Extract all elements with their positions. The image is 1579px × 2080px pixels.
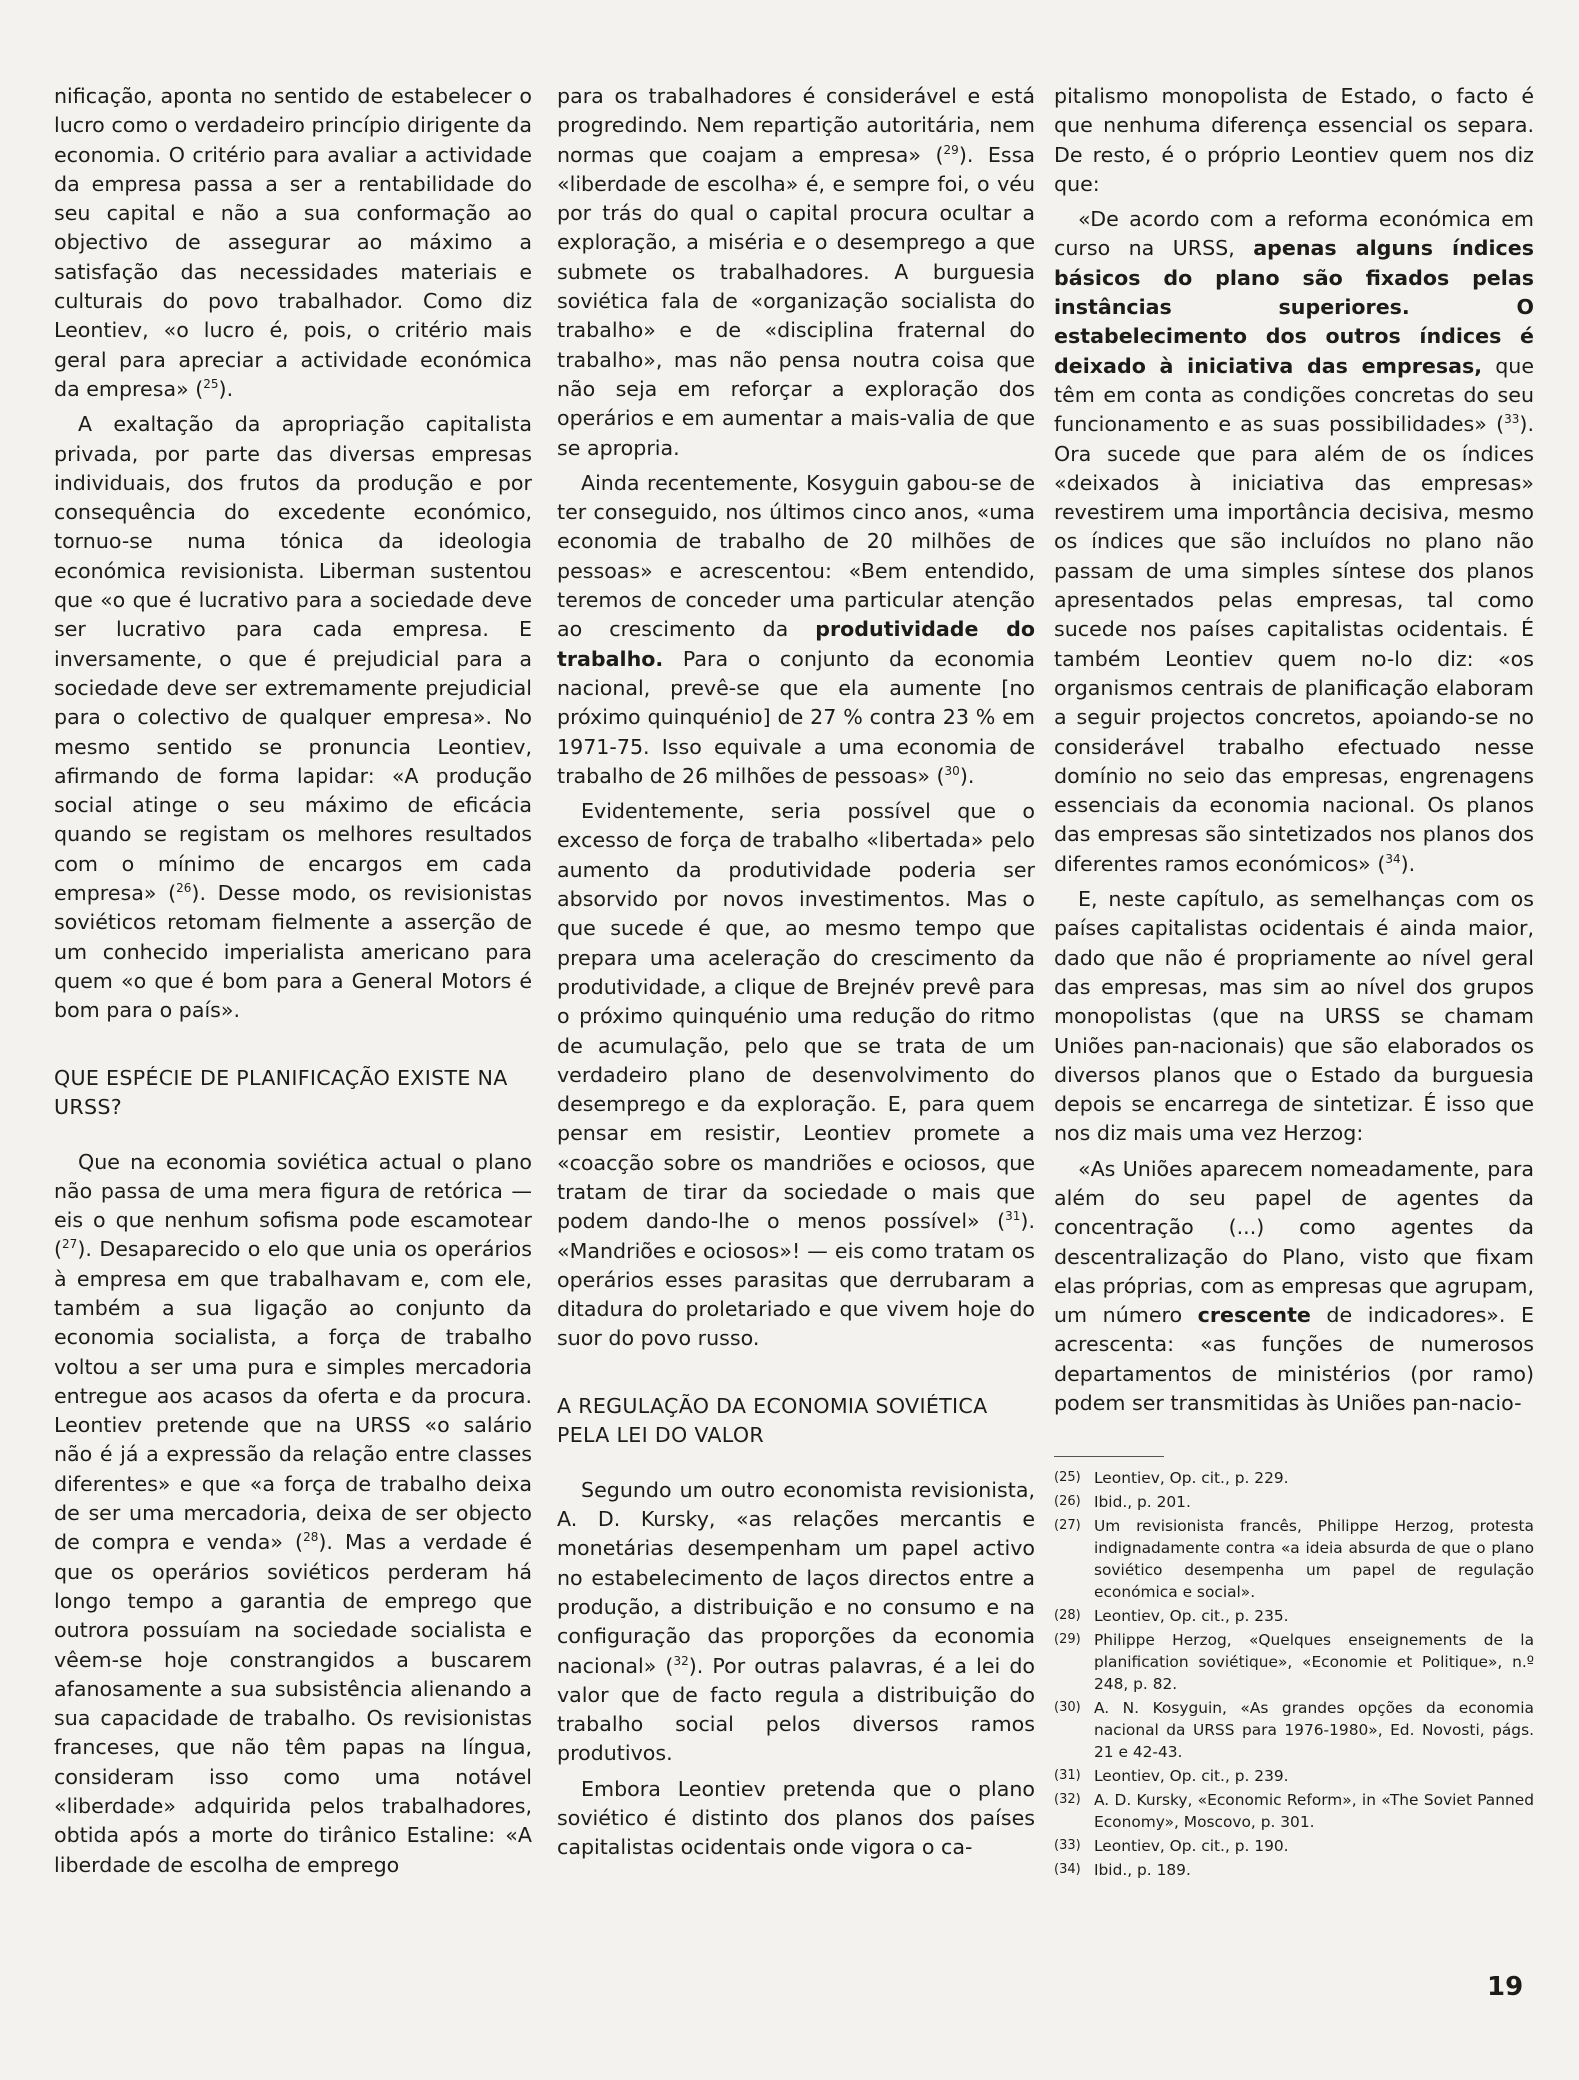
text-run: ). Desaparecido o elo que unia os operários à empresa em que trabalhavam e, com ele, também a sua ligação ao conjunto da economia socialista, a força de trabalho voltou a ser uma pura e simples mercadoria entregue aos acasos da oferta e da procura. Leontiev pretende que na URSS «o salário não é já a expressão da relação entre classes diferentes» e que «a força de trabalho deixa de ser uma mercadoria, deixa de ser objecto de compra e venda» (: [54, 1237, 532, 1555]
page-number: 19: [1487, 1972, 1524, 2002]
footnote-ref: 26: [176, 881, 192, 896]
footnote-ref: 32: [673, 1653, 689, 1668]
footnote: [1054, 1697, 1534, 1763]
paragraph: [54, 410, 532, 1025]
footnote-ref: 29: [943, 142, 959, 157]
text-run: ).: [1400, 851, 1416, 876]
footnote-text: A. D. Kursky, «Economic Reform», in «The Soviet Panned Economy», Moscovo, p. 301.: [1094, 1791, 1534, 1832]
footnote-text: Leontiev, Op. cit., p. 190.: [1094, 1837, 1289, 1856]
footnote-number: (32): [1054, 1792, 1081, 1808]
footnote-text: Philippe Herzog, «Quelques enseignements de la planification soviétique», «Economie et Politique», n.º 248, p. 82.: [1094, 1631, 1534, 1694]
text-run: Para o conjunto da economia nacional, prevê-se que ela aumente [no próximo quinquénio] de 27 % contra 23 % em 1971-75. Isso equivale a uma economia de trabalho de 26 milhões de pessoas» (: [557, 646, 1035, 788]
paragraph: [557, 469, 1035, 791]
text-run: «As Uniões aparecem nomeadamente, para além do seu papel de agentes da concentração (...) como agentes da descentralização do Plano, visto que fixam elas próprias, com as empresas que agrupam, um número: [1054, 1156, 1534, 1328]
footnote: [1054, 1467, 1534, 1489]
column-3: [1054, 82, 1534, 1883]
footnote-ref: 33: [1504, 412, 1520, 427]
footnote-number: (29): [1054, 1632, 1081, 1648]
column-1: [54, 82, 532, 1886]
text-run: Embora Leontiev pretenda que o plano soviético é distinto dos planos dos países capitalistas ocidentais onde vigora o ca-: [557, 1776, 1035, 1860]
text-run: «De acordo com a reforma económica em curso na URSS,: [1054, 207, 1534, 261]
section-heading: QUE ESPÉCIE DE PLANIFICAÇÃO EXISTE NA URSS?: [54, 1065, 508, 1119]
text-run: Segundo um outro economista revisionista, A. D. Kursky, «as relações mercantis e monetárias desempenham um papel activo no estabelecimento de laços directos entre a produção, a distribuição e no consumo e na configuração das proporções da economia nacional» (: [557, 1477, 1035, 1678]
text-run: ). Essa «liberdade de escolha» é, e sempre foi, o véu por trás do qual o capital procura ocultar a exploração, a miséria e o desemprego a que submete os trabalhadores. A burguesia soviética fala de «organização socialista do trabalho» e de «disciplina fraternal do trabalho», mas não pensa noutra coisa que não seja em reforçar a exploração dos operários e em aumentar a mais-valia de que se apropria.: [557, 142, 1035, 460]
footnotes: [1054, 1467, 1534, 1881]
footnote: [1054, 1835, 1534, 1857]
footnote-text: A. N. Kosyguin, «As grandes opções da economia nacional da URSS para 1976-1980», Ed. Novosti, págs. 21 e 42-43.: [1094, 1699, 1534, 1762]
footnote-number: (33): [1054, 1838, 1081, 1854]
footnote-number: (28): [1054, 1608, 1081, 1624]
footnote-text: Leontiev, Op. cit., p. 239.: [1094, 1767, 1289, 1786]
paragraph: [557, 1476, 1035, 1769]
paragraph: [557, 1775, 1035, 1863]
paragraph: [1054, 205, 1534, 879]
footnote-number: (31): [1054, 1768, 1081, 1784]
footnote-number: (25): [1054, 1470, 1081, 1486]
bold-text: apenas alguns índices básicos do plano são fixados pelas instâncias superiores. O estabelecimento dos outros índices é deixado à iniciativa das empresas,: [1054, 236, 1534, 378]
paragraph: [1054, 1155, 1534, 1419]
text-run: de indicadores». E acrescenta: «as funções de numerosos departamentos de ministérios (por ramo) podem ser transmitidas às Uniões pan-nacio-: [1054, 1303, 1534, 1416]
footnote-number: (34): [1054, 1862, 1081, 1878]
text-run: ). «Mandriões e ociosos»! — eis como tratam os operários esses parasitas que derrubaram a ditadura do proletariado e que vivem hoje do suor do povo russo.: [557, 1209, 1035, 1351]
footnote-ref: 31: [1005, 1209, 1021, 1224]
text-run: ).: [218, 376, 234, 401]
footnote-ref: 25: [203, 377, 219, 392]
text-run: E, neste capítulo, as semelhanças com os países capitalistas ocidentais é ainda maior, dado que não é propriamente ao nível geral das empresas, mas sim ao nível dos grupos monopolistas (que na URSS se chamam Uniões pan-nacionais) que são elaborados os diversos planos que o Estado da burguesia depois se encarrega de sintetizar. É isso que nos diz mais uma vez Herzog:: [1054, 887, 1534, 1146]
footnote-text: Ibid., p. 201.: [1094, 1493, 1191, 1512]
text-run: Que na economia soviética actual o plano não passa de uma mera figura de retórica — eis o que nenhum sofisma pode escamotear (: [54, 1149, 532, 1262]
footnote-number: (26): [1054, 1494, 1081, 1510]
section-heading: A REGULAÇÃO DA ECONOMIA SOVIÉTICA PELA LEI DO VALOR: [557, 1393, 988, 1447]
text-run: ). Ora sucede que para além de os índices «deixados à iniciativa das empresas» revestirem uma importância decisiva, mesmo os índices que são incluídos no plano não passam de uma simples síntese dos planos apresentados pelas empresas, tal como sucede nos países capitalistas ocidentais. É também Leontiev quem no-lo diz: «os organismos centrais de planificação elaboram a seguir projectos concretos, apoiando-se no considerável trabalho efectuado nesse domínio no seio das empresas, engrenagens essenciais da economia nacional. Os planos das empresas são sintetizados nos planos dos diferentes ramos económicos» (: [1054, 412, 1534, 876]
footnote: [1054, 1789, 1534, 1833]
paragraph: [557, 82, 1035, 463]
footnote-ref: 34: [1385, 851, 1401, 866]
column-2: [557, 82, 1035, 1869]
footnote: [1054, 1859, 1534, 1881]
paragraph: [54, 82, 532, 404]
text-run: ). Mas a verdade é que os operários soviéticos perderam há longo tempo a garantia de emprego que outrora possuíam na sociedade socialista e vêem-se hoje constrangidos a buscarem afanosamente a sua subsistência alienando a sua capacidade de trabalho. Os revisionistas franceses, que não têm papas na língua, consideram isso como uma notável «liberdade» adquirida pelos trabalhadores, obtida após a morte do tirânico Estaline: «A liberdade de escolha de emprego: [54, 1530, 532, 1877]
paragraph: [54, 1148, 532, 1880]
text-run: ).: [959, 763, 975, 788]
paragraph: [557, 797, 1035, 1354]
text-run: Ainda recentemente, Kosyguin gabou-se de ter conseguido, nos últimos cinco anos, «uma economia de trabalho de 20 milhões de pessoas» e acrescentou: «Bem entendido, teremos de conceder uma particular atenção ao crescimento da: [557, 470, 1035, 642]
text-run: ). Desse modo, os revisionistas soviéticos retomam fielmente a asserção de um conhecido imperialista americano para quem «o que é bom para a General Motors é bom para o país».: [54, 881, 532, 1023]
footnote: [1054, 1629, 1534, 1695]
text-run: Evidentemente, seria possível que o excesso de força de trabalho «libertada» pelo aumento da produtividade poderia ser absorvido por novos investimentos. Mas o que sucede é que, ao mesmo tempo que prepara uma aceleração do crescimento da produtividade, a clique de Brejnév prevê para o próximo quinquénio uma redução do ritmo de acumulação, pelo que se trata de um verdadeiro plano de desenvolvimento do desemprego e da exploração. E, para quem pensar em resistir, Leontiev promete a «coacção sobre os mandriões e ociosos, que tratam de tirar da sociedade o mais que podem dando-lhe o menos possível» (: [557, 799, 1035, 1234]
footnote-text: Ibid., p. 189.: [1094, 1861, 1191, 1880]
footnote-ref: 28: [303, 1530, 319, 1545]
footnote-text: Leontiev, Op. cit., p. 235.: [1094, 1607, 1289, 1626]
footnote: [1054, 1491, 1534, 1513]
paragraph: [1054, 82, 1534, 199]
footnote-divider: [1054, 1456, 1164, 1457]
footnote-number: (30): [1054, 1700, 1081, 1716]
footnote-number: (27): [1054, 1518, 1081, 1534]
text-run: A exaltação da apropriação capitalista privada, por parte das diversas empresas individuais, dos frutos da produção e por consequência do excedente económico, tornuo-se numa tónica da ideologia económica revisionista. Liberman sustentou que «o que é lucrativo para a sociedade deve ser lucrativo para cada empresa. E inversamente, o que é prejudicial para a sociedade deve ser extremamente prejudicial para o colectivo de qualquer empresa». No mesmo sentido se pronuncia Leontiev, afirmando de forma lapidar: «A produção social atinge o seu máximo de eficácia quando se registam os melhores resultados com o mínimo de encargos em cada empresa» (: [54, 412, 532, 906]
footnote: [1054, 1605, 1534, 1627]
text-run: nificação, aponta no sentido de estabelecer o lucro como o verdadeiro princípio dirigente da economia. O critério para avaliar a actividade da empresa passa a ser a rentabilidade do seu capital e não a sua conformação ao objectivo de assegurar ao máximo a satisfação das necessidades materiais e culturais do povo trabalhador. Como diz Leontiev, «o lucro é, pois, o critério mais geral para apreciar a actividade económica da empresa» (: [54, 84, 532, 401]
text-run: para os trabalhadores é considerável e está progredindo. Nem repartição autoritária, nem normas que coajam a empresa» (: [557, 84, 1035, 167]
text-run: que têm em conta as condições concretas do seu funcionamento e as suas possibilidades» (: [1054, 353, 1534, 437]
text-run: ). Por outras palavras, é a lei do valor que de facto regula a distribuição do trabalho social pelos diversos ramos produtivos.: [557, 1653, 1035, 1766]
footnote-ref: 30: [944, 763, 960, 778]
paragraph: [1054, 885, 1534, 1149]
footnote: [1054, 1515, 1534, 1603]
footnote-text: Um revisionista francês, Philippe Herzog, protesta indignadamente contra «a ideia absurda de que o plano soviético desempenha um papel de regulação económica e social».: [1094, 1517, 1534, 1602]
footnote-text: Leontiev, Op. cit., p. 229.: [1094, 1469, 1289, 1488]
text-run: pitalismo monopolista de Estado, o facto é que nenhuma diferença essencial os separa. De resto, é o próprio Leontiev quem nos diz que:: [1054, 84, 1534, 196]
footnote: [1054, 1765, 1534, 1787]
bold-text: crescente: [1197, 1303, 1311, 1328]
bold-text: produtividade do trabalho.: [557, 617, 1035, 671]
footnote-ref: 27: [62, 1237, 78, 1252]
